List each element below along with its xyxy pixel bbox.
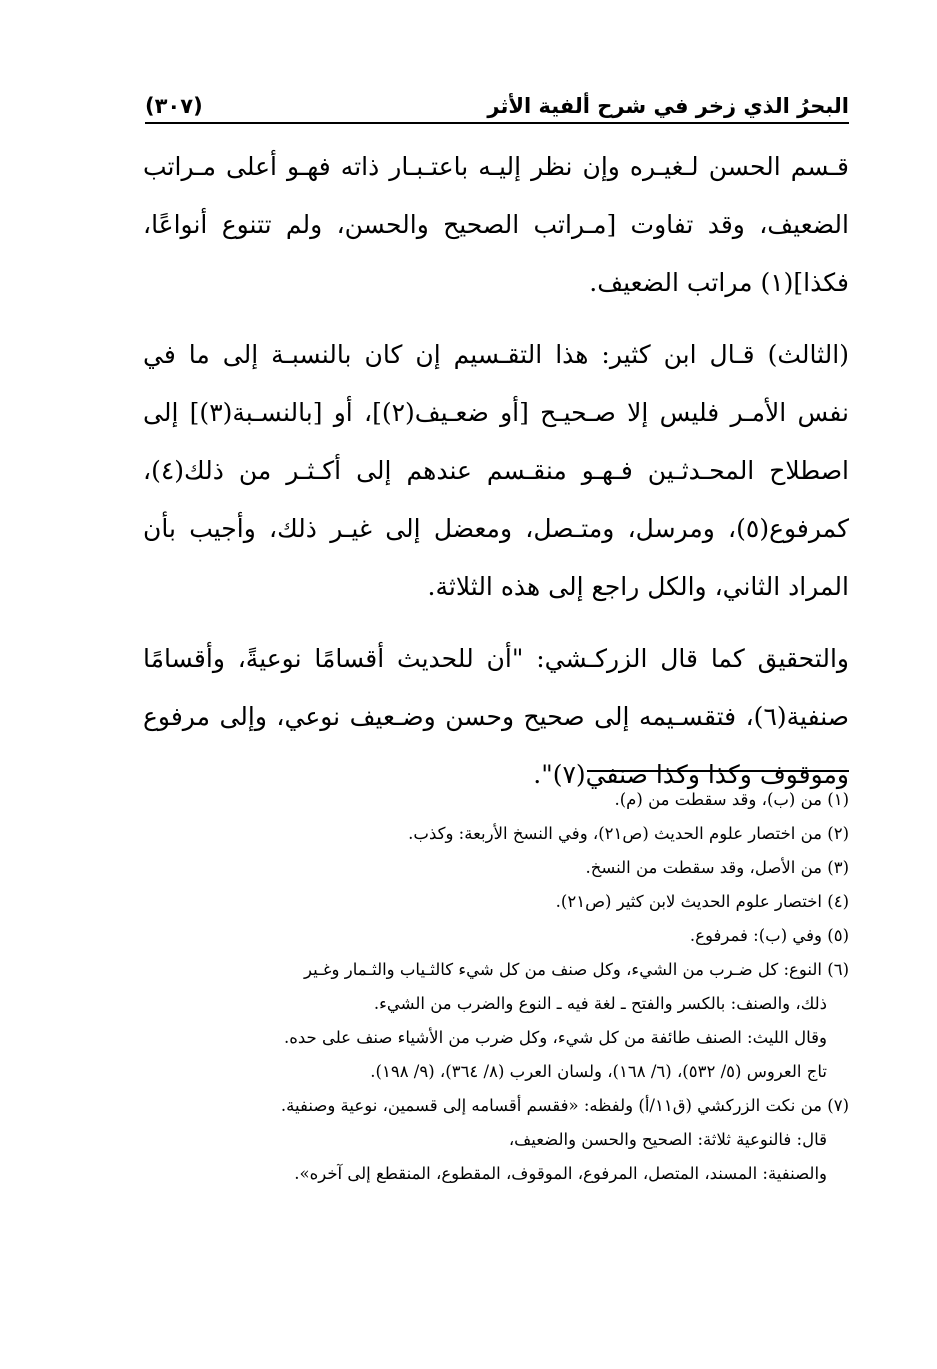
footnote-6: (٦) النوع: كل ضـرب من الشيء، وكل صنف من كل شيء كالثـياب والثـمار وغـير xyxy=(303,960,849,979)
footnote-6-line: ذلك، والصنف: بالكسر والفتح ـ لغة فيه ـ النوع والضرب من الشيء. xyxy=(373,994,827,1013)
footnote-7-line: قال: فالنوعية ثلاثة: الصحيح والحسن والضعيف، xyxy=(508,1130,827,1149)
footnote-5: (٥) وفي (ب): فمرفوع. xyxy=(689,926,849,945)
footnote-4: (٤) اختصار علوم الحديث لابن كثير (ص٢١). xyxy=(555,892,849,911)
footnote-1: (١) من (ب)، وقد سقطت من (م). xyxy=(614,790,849,809)
running-header xyxy=(145,78,849,124)
footnote-6-line: وقال الليث: الصنف طائفة من كل شيء، وكل ضرب من الأشياء صنف على حده. xyxy=(283,1028,827,1047)
footnote-3: (٣) من الأصل، وقد سقطت من النسخ. xyxy=(585,858,849,877)
footnote-7-line: والصنفية: المسند، المتصل، المرفوع، الموقوف، المقطوع، المنقطع إلى آخره». xyxy=(294,1164,827,1183)
footnote-separator xyxy=(587,770,849,772)
paragraph: قـسم الحسن لـغيـره وإن نظر إليـه باعتـبـار ذاته فهـو أعلى مـراتب الضعيف، وقد تفاوت [مـراتب الصحيح والحسن، ولم تتنوع أنواعًا، فكذا](١) مراتب الضعيف. xyxy=(143,152,849,297)
paragraph: (الثالث) قـال ابن كثير: هذا التقـسيم إن كان بالنسبـة إلى ما في نفس الأمـر فليس إلا صـحيـح [أو ضعـيف(٢)]، أو [بالنسـبة(٣)] إلى اصطلاح المحـدثـين فـهـو منقـسم عندهم إلى أكـثـر من ذلك(٤)، كمرفوع(٥)، ومرسل، ومتـصل، ومعضل إلى غيـر ذلك، وأجيب بأن المراد الثاني، والكل راجع إلى هذه الثلاثة. xyxy=(143,340,849,601)
page-number: (٣٠٧) xyxy=(145,94,203,118)
footnote-2: (٢) من اختصار علوم الحديث (ص٢١)، وفي النسخ الأربعة: وكذب. xyxy=(408,824,849,843)
paragraph: والتحقيق كما قال الزركـشي: "أن للحديث أقسامًا نوعيةً، وأقسامًا صنفية(٦)، فتقسـيمه إلى صحيح وحسن وضـعيف نوعي، وإلى مرفوع وموقوف وكذا وكذا صنفي(٧)". xyxy=(143,644,849,789)
main-text xyxy=(143,138,849,804)
footnotes xyxy=(143,783,849,1191)
footnote-7: (٧) من نكت الزركشي (ق١١/أ) ولفظه: «فقسم أقسامه إلى قسمين، نوعية وصنفية. xyxy=(280,1096,849,1115)
book-title: البحرُ الذي زخر في شرح ألفية الأثر xyxy=(487,94,849,118)
footnote-6-line: تاج العروس (٥/ ٥٣٢)، (٦/ ١٦٨)، ولسان العرب (٨/ ٣٦٤)، (٩/ ١٩٨). xyxy=(370,1062,827,1081)
